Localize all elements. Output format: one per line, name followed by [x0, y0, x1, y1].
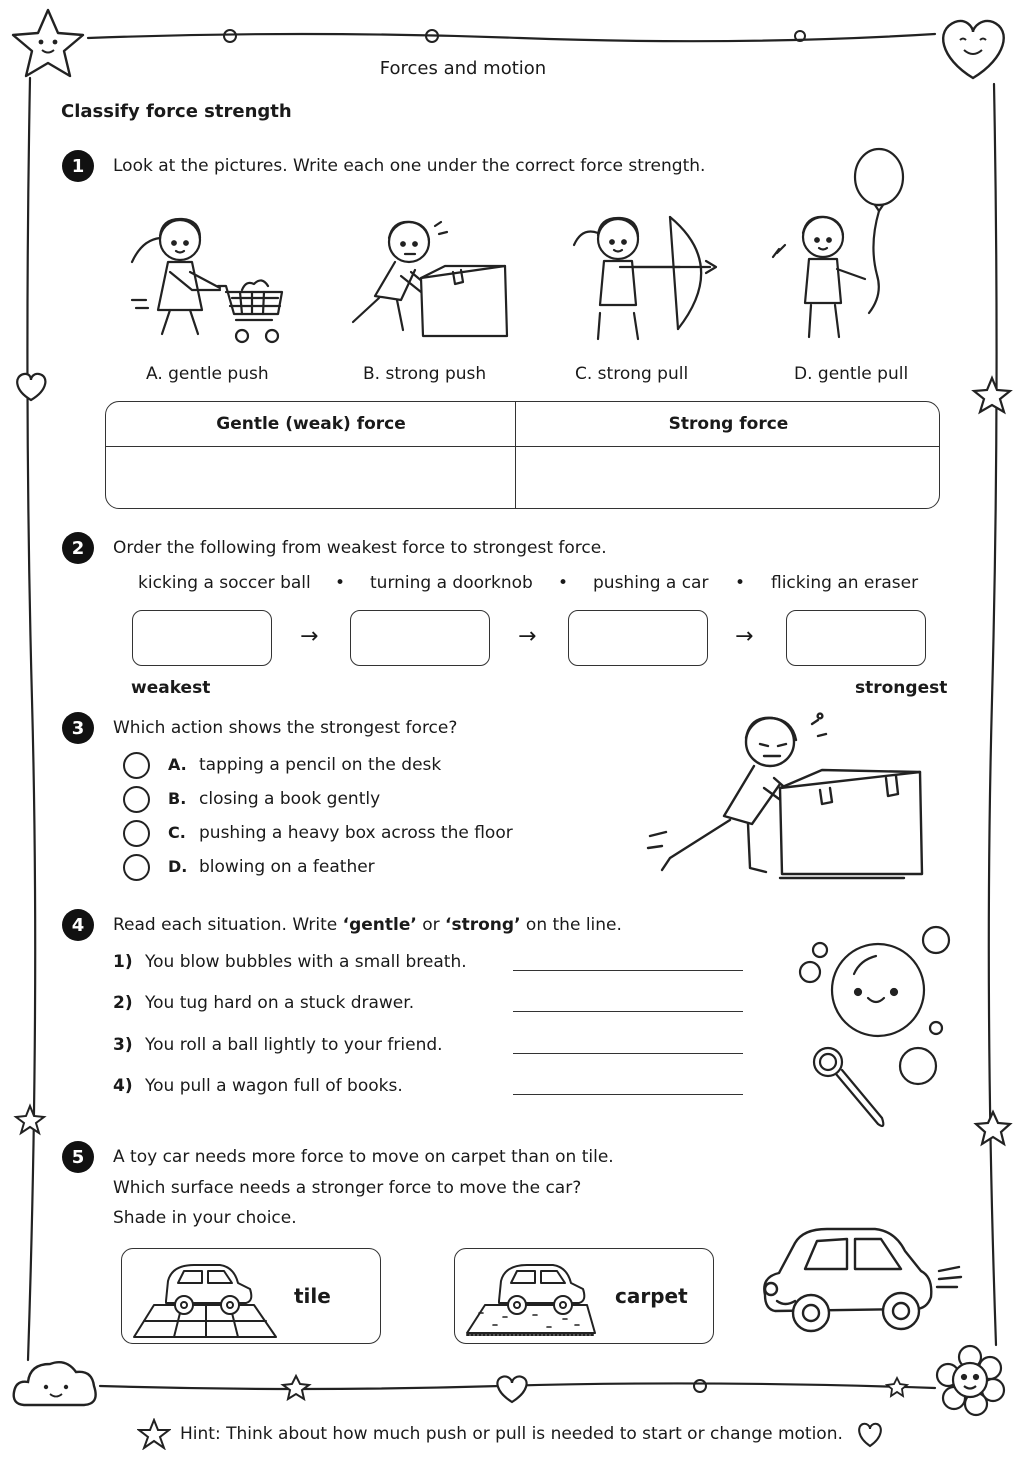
- page-title: Forces and motion: [379, 58, 547, 79]
- tile-label: tile: [294, 1284, 331, 1308]
- picture-label-b: B. strong push: [363, 364, 487, 384]
- flower-face-icon: [937, 1346, 1004, 1415]
- cloud-face-icon: [14, 1362, 96, 1405]
- picture-label-d: D. gentle pull: [794, 364, 909, 384]
- option-c-text: pushing a heavy box across the floor: [199, 823, 513, 843]
- option-b-letter: B.: [168, 789, 187, 808]
- picture-label-a: A. gentle push: [146, 364, 269, 384]
- question-2-number: 2: [62, 532, 94, 564]
- bubble-wand-icon: [790, 920, 960, 1135]
- hint-text: Hint: Think about how much push or pull is needed to start or change motion.: [180, 1424, 843, 1444]
- option-b-radio[interactable]: [123, 786, 150, 813]
- order-answer-box[interactable]: [568, 610, 708, 666]
- question-3-number: 3: [62, 712, 94, 744]
- heart-icon: [855, 1420, 885, 1448]
- star-icon: [137, 1418, 171, 1450]
- situation-text: You pull a wagon full of books.: [145, 1076, 403, 1096]
- carpet-label: carpet: [615, 1284, 688, 1308]
- answer-line[interactable]: [513, 1011, 743, 1012]
- question-5-line: A toy car needs more force to move on carpet than on tile.: [113, 1147, 614, 1167]
- car-on-tile-icon: [130, 1255, 280, 1339]
- arrow-right-icon: →: [735, 624, 754, 649]
- order-item: turning a doorknob: [370, 573, 533, 593]
- answer-line[interactable]: [513, 1053, 743, 1054]
- force-classification-table: [105, 401, 940, 509]
- situation-text: You blow bubbles with a small breath.: [145, 952, 467, 972]
- strongest-label: strongest: [855, 678, 948, 698]
- tile-choice-box[interactable]: [121, 1248, 381, 1344]
- option-d-text: blowing on a feather: [199, 857, 375, 877]
- boy-pushing-box-icon: [335, 210, 515, 350]
- question-2-prompt: Order the following from weakest force to strongest force.: [113, 538, 607, 558]
- situation-number: 4): [113, 1076, 133, 1096]
- picture-label-c: C. strong pull: [575, 364, 689, 384]
- order-item: pushing a car: [593, 573, 709, 593]
- order-answer-box[interactable]: [132, 610, 272, 666]
- cartoon-car-icon: [755, 1225, 965, 1345]
- order-answer-box[interactable]: [786, 610, 926, 666]
- boy-with-balloon-icon: [765, 145, 930, 350]
- gentle-force-header: Gentle (weak) force: [216, 414, 406, 434]
- option-a-radio[interactable]: [123, 752, 150, 779]
- girl-with-bow-icon: [560, 205, 725, 350]
- answer-line[interactable]: [513, 1094, 743, 1095]
- situation-number: 3): [113, 1035, 133, 1055]
- section-title: Classify force strength: [61, 101, 292, 122]
- option-d-letter: D.: [168, 857, 188, 876]
- question-1-number: 1: [62, 150, 94, 182]
- heart-face-icon: [943, 21, 1004, 78]
- question-5-line: Which surface needs a stronger force to move the car?: [113, 1178, 582, 1198]
- girl-pushing-cart-icon: [122, 210, 287, 350]
- question-5-line: Shade in your choice.: [113, 1208, 297, 1228]
- boy-pushing-heavy-box-icon: [640, 708, 925, 883]
- option-d-radio[interactable]: [123, 854, 150, 881]
- option-c-letter: C.: [168, 823, 186, 842]
- situation-text: You roll a ball lightly to your friend.: [145, 1035, 443, 1055]
- bullet-separator: •: [335, 573, 346, 593]
- bullet-separator: •: [735, 573, 746, 593]
- order-answer-box[interactable]: [350, 610, 490, 666]
- situation-number: 1): [113, 952, 133, 972]
- strong-force-answer-cell[interactable]: [520, 450, 936, 506]
- bullet-separator: •: [558, 573, 569, 593]
- option-a-text: tapping a pencil on the desk: [199, 755, 442, 775]
- question-3-prompt: Which action shows the strongest force?: [113, 718, 458, 738]
- option-b-text: closing a book gently: [199, 789, 381, 809]
- question-1-prompt: Look at the pictures. Write each one under the correct force strength.: [113, 156, 706, 176]
- order-item: flicking an eraser: [771, 573, 919, 593]
- option-c-radio[interactable]: [123, 820, 150, 847]
- arrow-right-icon: →: [300, 624, 319, 649]
- answer-line[interactable]: [513, 970, 743, 971]
- situation-text: You tug hard on a stuck drawer.: [145, 993, 415, 1013]
- car-on-carpet-icon: [463, 1255, 613, 1339]
- option-a-letter: A.: [168, 755, 187, 774]
- question-4-prompt: Read each situation. Write ‘gentle’ or ‘strong’ on the line.: [113, 915, 622, 935]
- strong-force-header: Strong force: [668, 414, 789, 434]
- gentle-force-answer-cell[interactable]: [110, 450, 510, 506]
- weakest-label: weakest: [131, 678, 211, 698]
- arrow-right-icon: →: [518, 624, 537, 649]
- question-4-number: 4: [62, 909, 94, 941]
- question-5-number: 5: [62, 1141, 94, 1173]
- order-item: kicking a soccer ball: [138, 573, 311, 593]
- situation-number: 2): [113, 993, 133, 1013]
- carpet-choice-box[interactable]: [454, 1248, 714, 1344]
